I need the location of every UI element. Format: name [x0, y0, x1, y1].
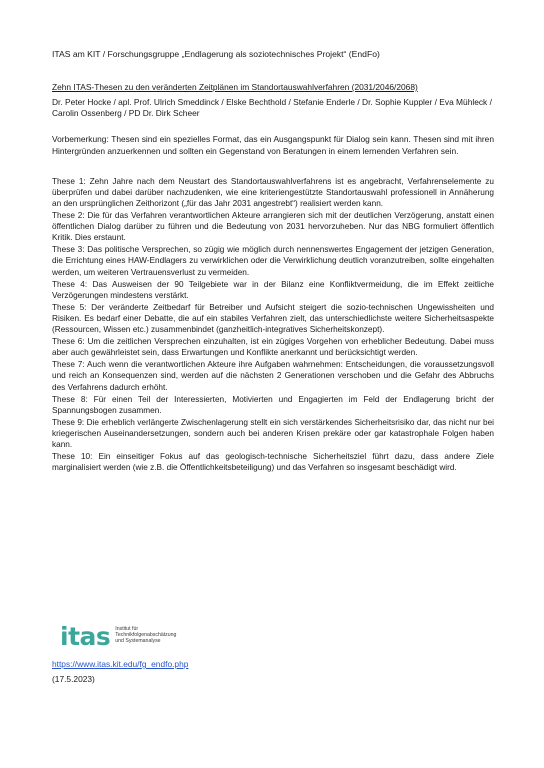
- preliminary-remark: Vorbemerkung: Thesen sind ein spezielles Format, das ein Ausgangspunkt für Dialog sein kann. Thesen sind mit ihren Hintergründen anzuerkennen und sollten ein Gegenstand von Beratungen in einem lernenden Verfahren sein.: [52, 134, 494, 156]
- endfo-link[interactable]: https://www.itas.kit.edu/fg_endfo.php: [52, 659, 189, 669]
- thesis-8: These 8: Für einen Teil der Interessierten, Motivierten und Engagierten im Feld der Endlagerung bricht der Spannungsbogen zusammen.: [52, 394, 494, 415]
- logo-caption-line3: und Systemanalyse: [115, 637, 161, 644]
- document-header: ITAS am KIT / Forschungsgruppe „Endlagerung als soziotechnisches Projekt“ (EndFo): [52, 49, 380, 59]
- author-list: Dr. Peter Hocke / apl. Prof. Ulrich Smeddinck / Elske Bechthold / Stefanie Enderle / Dr. Sophie Kuppler / Eva Mühleck / Carolin Ossenberg / PD Dr. Dirk Scheer: [52, 97, 492, 119]
- itas-logo-wordmark: itas: [60, 621, 111, 651]
- thesis-4: These 4: Das Ausweisen der 90 Teilgebiete war in der Bilanz eine Konfliktvermeidung, die im Effekt zeitliche Verzögerungen mindestens verstärkt.: [52, 279, 494, 300]
- theses-list: [52, 176, 494, 473]
- itas-logo: [60, 622, 240, 650]
- thesis-10: These 10: Ein einseitiger Fokus auf das geologisch-technische Sicherheitsziel führt dazu, dass andere Ziele marginalisiert werden (wie z.B. die Öffentlichkeitsbeteiligung) und das Verfahren so insgesamt beschädigt wird.: [52, 452, 494, 473]
- logo-caption-line1: Institut für: [115, 626, 139, 633]
- thesis-9: These 9: Die erheblich verlängerte Zwischenlagerung stellt ein sich verstärkendes Sicherheitsrisiko dar, das nicht nur bei kriegerischen Auseinandersetzungen, sondern auch bei anderen Krisen prekäre oder gar katastrophale Folgen haben kann.: [52, 417, 494, 449]
- thesis-1: These 1: Zehn Jahre nach dem Neustart des Standortauswahlverfahrens ist es angebracht, Verfahrenselemente zu überprüfen und dabei darüber nachzudenken, wie eine kriteriengestützte Standortauswahl professionell in Annäherung an den ursprünglichen Zeithorizont („für das Jahr 2031 angestrebt“) realisiert werden kann.: [52, 176, 494, 208]
- thesis-5: These 5: Der veränderte Zeitbedarf für Betreiber und Aufsicht steigert die sozio-technischen Ungewissheiten und Risiken. Es bedarf einer Debatte, die auf ein stabiles Verfahren zielt, das unterschiedlichste weitere Sicherheitsaspekte (Ressourcen, Wissen etc.) zusammenbindet (ganzheitlich-integratives Sicherheitskonzept).: [52, 302, 494, 335]
- thesis-3: These 3: Das politische Versprechen, so zügig wie möglich durch nennenswertes Engagement der jetzigen Generation, die Errichtung eines HAW-Endlagers zu verwirklichen oder die Verwirklichung deutlich voranzutreiben, sollte eingehalten werden, um weiteren Vertrauensverlust zu vermeiden.: [52, 245, 494, 277]
- thesis-2: These 2: Die für das Verfahren verantwortlichen Akteure arrangieren sich mit der deutlichen Verzögerung, anstatt einen öffentlichen Dialog darüber zu führen und die Bedeutung von 2031 hervorzuheben. Nur das NBG formuliert öffentlich Kritik. Dies erstaunt.: [52, 211, 494, 243]
- logo-caption-line2: Technikfolgenabschätzung: [115, 632, 177, 639]
- document-body: [52, 49, 494, 474]
- thesis-7: These 7: Auch wenn die verantwortlichen Akteure ihre Aufgaben wahrnehmen: Entscheidungen, die voraussetzungsvoll und reich an Konsequenzen sind, werden auf die nächsten 2 Generationen verschoben und die Gefahr des Abbruchs des Verfahrens dadurch erhöht.: [52, 360, 494, 392]
- publication-date: (17.5.2023): [52, 674, 95, 684]
- itas-logo-mark: [60, 621, 111, 651]
- document-title: Zehn ITAS-Thesen zu den veränderten Zeitplänen im Standortauswahlverfahren (2031/2046/2068): [52, 82, 418, 92]
- thesis-6: These 6: Um die zeitlichen Versprechen einzuhalten, ist ein zügiges Vorgehen von erheblicher Bedeutung. Dabei muss aber auch gewährleistet sein, dass Erwartungen und Konflikte anerkannt und berücksichtigt werden.: [52, 337, 494, 358]
- itas-logo-caption: [115, 627, 176, 644]
